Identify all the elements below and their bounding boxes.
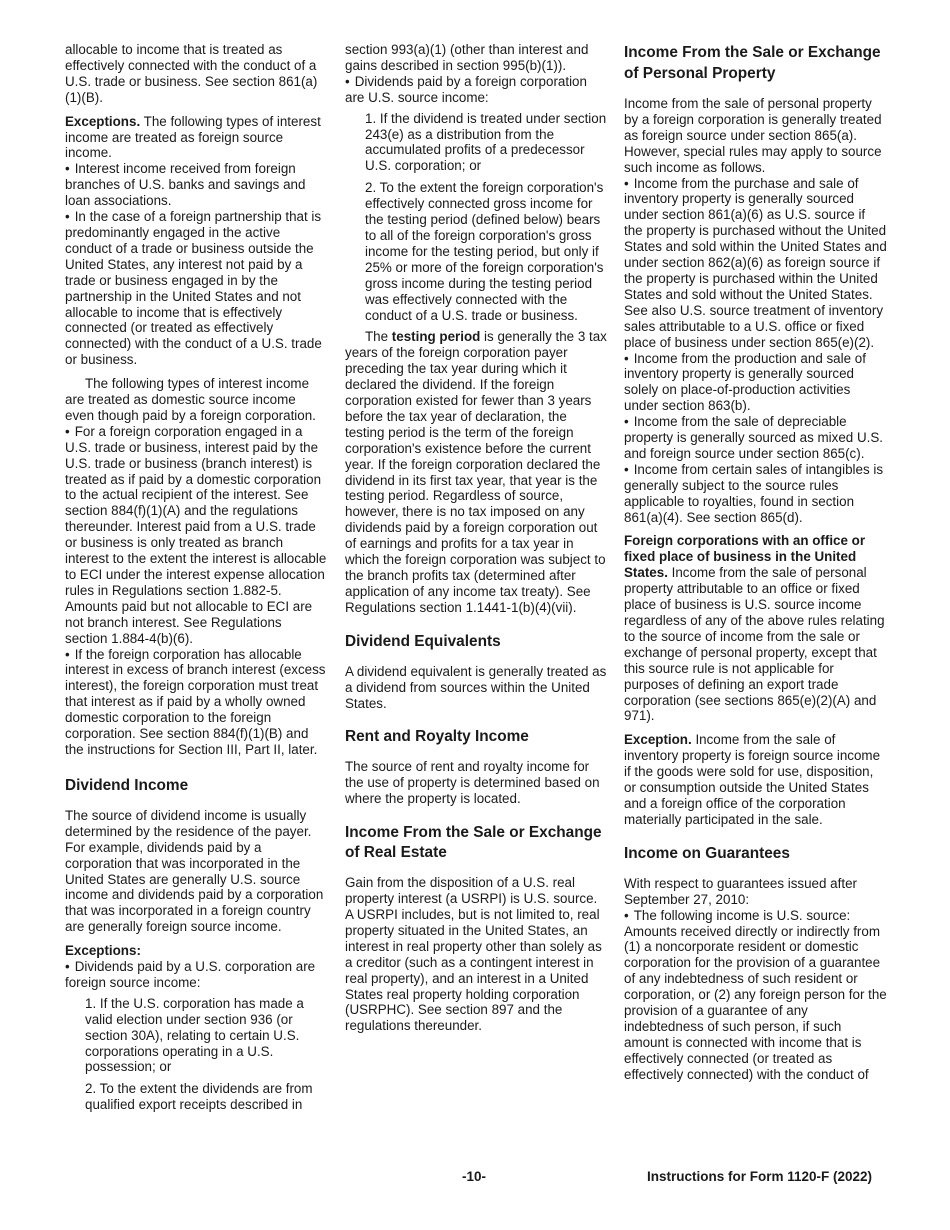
text: The xyxy=(365,329,392,345)
column-1 xyxy=(65,42,327,1121)
term-testing-period: testing period xyxy=(391,329,481,345)
exceptions-label: Exceptions: xyxy=(65,943,141,959)
section-heading-personal-property: Income From the Sale or Exchange of Personal Property xyxy=(624,44,881,82)
paragraph: allocable to income that is treated as effectively connected with the conduct of a U.S. trade or business. See section 861(a)(1)(B). xyxy=(65,42,318,105)
paragraph: The source of rent and royalty income for the use of property is determined based on where the property is located. xyxy=(345,759,600,807)
bullet-item: • The following income is U.S. source: Amounts received directly or indirectly from (1) a noncorporate resident or domestic corporation for the provision of a guarantee of any indebtedness of such resident or corporation, or (2) any foreign person for the provision of a guarantee of any indebtedness of such person, if such amount is connected with income that is effectively connected (or treated as effectively connected) with the conduct of xyxy=(624,908,887,1083)
form-title: Instructions for Form 1120-F (2022) xyxy=(647,1169,873,1184)
section-heading-dividend-income: Dividend Income xyxy=(65,776,189,794)
paragraph: The following types of interest income are treated as domestic source income even though paid by a foreign corporation. xyxy=(65,376,316,423)
exceptions-text: The following types of interest income are treated as foreign source income. xyxy=(65,113,321,161)
paragraph: A dividend equivalent is generally treated as a dividend from sources within the United States. xyxy=(345,663,607,711)
exceptions-heading: Exceptions. xyxy=(65,113,141,129)
exception-paragraph xyxy=(624,732,887,827)
numbered-item: 2. To the extent the foreign corporation's effectively connected gross income for the testing period (defined below) bears to all of the foreign corporation's gross income for the testing period, but only if 25% or more of the foreign corporation's gross income during the testing period was effectively connected with the conduct of a U.S. trade or business. xyxy=(365,180,604,323)
exceptions-paragraph xyxy=(65,114,327,162)
testing-period-paragraph xyxy=(345,329,608,615)
section-heading-real-estate: Income From the Sale or Exchange of Real Estate xyxy=(345,824,602,862)
text: Income from the sale of inventory property is foreign source income if the goods were sold for use, disposition, or consumption outside the United States and a foreign office of the corporation materially participated in the sale. xyxy=(624,732,881,827)
bullet-item: • In the case of a foreign partnership that is predominantly engaged in the active conduct of a trade or business outside the United States, any interest not paid by a trade or business engaged in by the partnership in the United States and not allocable to income that is effectively connected (or treated as effectively connected) with the conduct of a U.S. trade or business. xyxy=(65,209,327,368)
page-number: -10- xyxy=(462,1169,487,1184)
numbered-item: 1. If the dividend is treated under section 243(e) as a distribution from the accumulated profits of a predecessor U.S. corporation; or xyxy=(365,110,607,174)
bullet-item: • Income from the sale of depreciable property is generally sourced as mixed U.S. and foreign source under section 865(c). xyxy=(624,414,887,462)
bullet-item: • Dividends paid by a foreign corporation are U.S. source income: xyxy=(345,74,608,106)
section-heading-rent-royalty: Rent and Royalty Income xyxy=(345,728,529,746)
exceptions-heading xyxy=(65,943,327,959)
bullet-item: • If the foreign corporation has allocable interest in excess of branch interest (excess interest), the foreign corporation must treat that interest as if paid by a wholly owned domestic corporation to the foreign corporation. See section 884(f)(1)(B) and the instructions for Section III, Part II, later. xyxy=(65,647,327,758)
foreign-corporations-heading: Foreign corporations with an office or fixed place of business in the United States. xyxy=(624,533,866,581)
paragraph: section 993(a)(1) (other than interest and gains described in section 995(b)(1)). xyxy=(345,42,589,73)
column-3 xyxy=(624,42,887,1083)
bullet-item: • Interest income received from foreign branches of U.S. banks and savings and loan associations. xyxy=(65,161,327,209)
bullet-item: • Income from certain sales of intangibles is generally subject to the source rules applicable to royalties, found in section 861(a)(4). See section 865(d). xyxy=(624,462,887,526)
exception-heading: Exception. xyxy=(624,732,692,748)
section-heading-guarantees: Income on Guarantees xyxy=(624,844,790,862)
paragraph: Gain from the disposition of a U.S. real property interest (a USRPI) is U.S. source. A USRPI includes, but is not limited to, real property situated in the United States, an interest in real property other than solely as a creditor (such as a contingent interest in real property), and an interest in a United States real property holding corporation (USRPHC). See section 897 and the regulations thereunder. xyxy=(345,875,602,1034)
bullet-item: • Income from the production and sale of inventory property is generally sourced solely on place-of-production activities under section 863(b). xyxy=(624,351,887,415)
numbered-item: 1. If the U.S. corporation has made a valid election under section 936 (or section 30A), relating to certain U.S. corporations operating in a U.S. possession; or xyxy=(85,995,304,1075)
text: Income from the sale of personal property attributable to an office or fixed place of business is U.S. source income regardless of any of the above rules relating to the source of income from the sale or exchange of personal property, except that this source rule is not applicable for purposes of defining an export trade corporation (see sections 865(e)(2)(A) and 971). xyxy=(624,565,885,724)
bullet-item: • Income from the purchase and sale of inventory property is generally sourced under section 861(a)(6) as U.S. source if the property is purchased without the United States and sold within the United States and under section 862(a)(6) as foreign source if the property is purchased within the United States and sold without the United States. See also U.S. source treatment of inventory sales attributable to a U.S. office or fixed place of business under section 865(e)(2). xyxy=(624,176,887,351)
paragraph: The source of dividend income is usually determined by the residence of the payer. For example, dividends paid by a corporation that was incorporated in the United States are generally U.S. source income and dividends paid by a corporation that was incorporated in a foreign country are generally foreign source income. xyxy=(65,807,324,935)
bullet-item: • Dividends paid by a U.S. corporation are foreign source income: xyxy=(65,959,327,991)
foreign-corporations-paragraph xyxy=(624,533,887,724)
text: is generally the 3 tax years of the foreign corporation payer preceding the tax year during which it declared the dividend. If the foreign corporation existed for fewer than 3 years before the tax year of declaration, the testing period is the term of the foreign corporation's existence before the current year. If the foreign corporation declared the dividend in its first tax year, that year is the testing period. Regardless of source, however, there is no tax imposed on any dividends paid by a foreign corporation out of earnings and profits for a tax year in which the foreign corporation was subject to the branch profits tax (determined after application of any income tax treaty). See Regulations section 1.1441-1(b)(4)(vii). xyxy=(345,329,607,615)
numbered-item: 2. To the extent the dividends are from qualified export receipts described in xyxy=(85,1081,313,1113)
paragraph: With respect to guarantees issued after September 27, 2010: xyxy=(624,875,857,907)
section-heading-dividend-equivalents: Dividend Equivalents xyxy=(345,632,501,650)
paragraph: Income from the sale of personal property by a foreign corporation is generally treated as foreign source under section 865(a). However, special rules may apply to source such income as follows. xyxy=(624,96,882,175)
column-2 xyxy=(345,42,608,1042)
bullet-item: • For a foreign corporation engaged in a U.S. trade or business, interest paid by the U.S. trade or business (branch interest) is treated as if paid by a domestic corporation to the actual recipient of the interest. See section 884(f)(1)(A) and the regulations thereunder. Interest paid from a U.S. trade or business is only treated as branch interest to the extent the interest is allocable to ECI under the interest expense allocation rules in Regulations section 1.882-5. Amounts paid but not allocable to ECI are not branch interest. See Regulations section 1.884-4(b)(6). xyxy=(65,424,327,647)
